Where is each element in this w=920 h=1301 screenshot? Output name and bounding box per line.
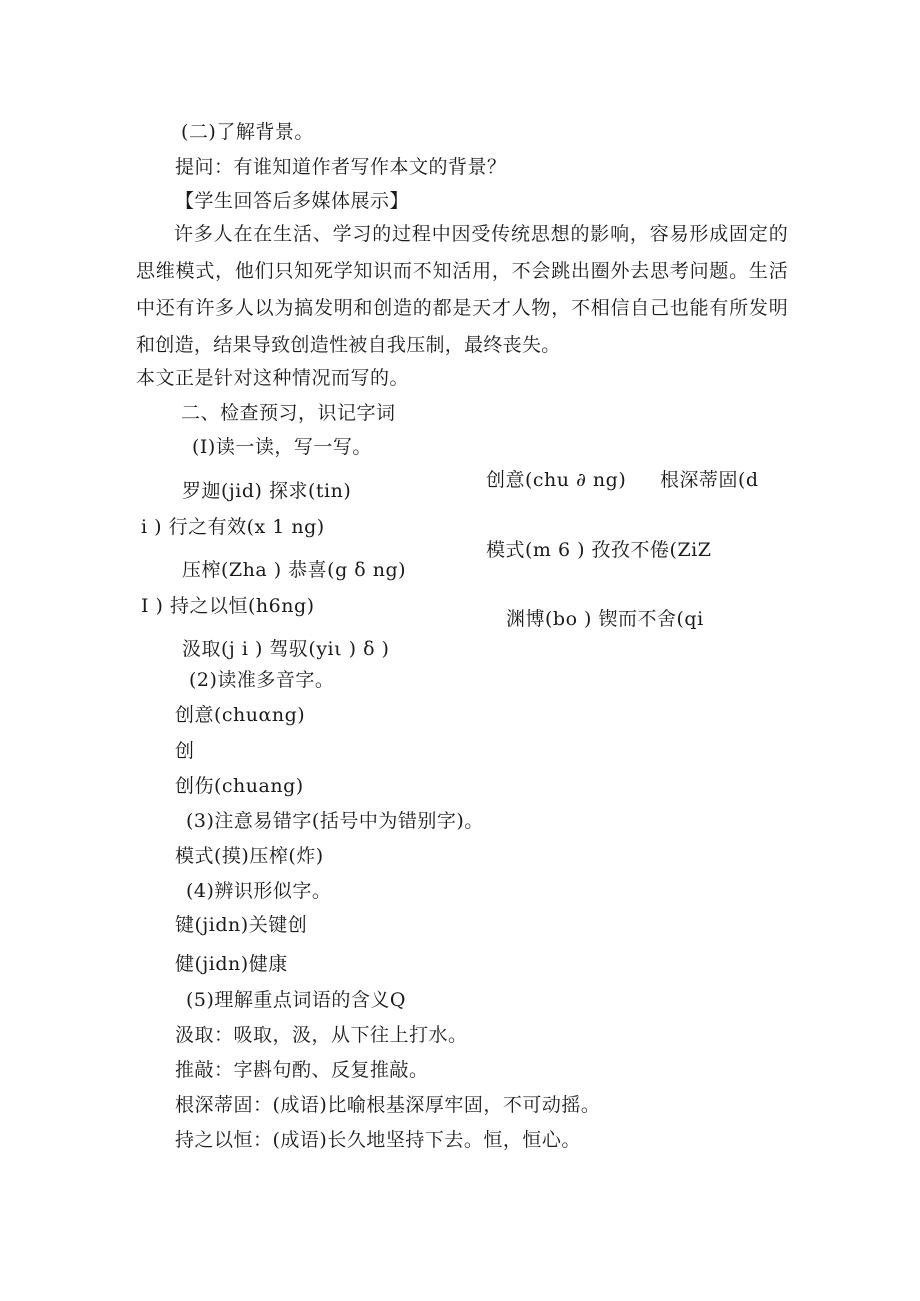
meaning-line: 持之以恒：(成语)长久地坚持下去。恒，恒心。 — [175, 1129, 581, 1151]
media-note: 【学生回答后多媒体展示】 — [175, 190, 410, 212]
meaning-line: 推敲：字斟句酌、反复推敲。 — [175, 1059, 429, 1081]
poly-line-3: 创伤(chuang) — [175, 775, 304, 797]
read-write-title: (I)读一读，写一写。 — [192, 436, 372, 458]
background-paragraph: 许多人在在生活、学习的过程中因受传统思想的影响，容易形成固定的思维模式，他们只知死学知识而不知活用，不会跳出圈外去思考问题。生活中还有许多人以为搞发明和创造的都是天才人物，不相信自己也能有所发明和创造，结果导致创造性被自我压制，最终丧失。 — [136, 223, 788, 356]
section-two-heading: 二、检查预习，识记字词 — [181, 402, 396, 424]
word-genshendigu: 根深蒂固(d — [660, 469, 759, 491]
similar-line-2: 健(jidn)健康 — [175, 953, 288, 975]
polyphonic-title: (2)读准多音字。 — [189, 669, 335, 691]
meaning-title: (5)理解重点词语的含义Q — [186, 989, 406, 1011]
word-xingzhiyouxiao: i ) 行之有效(x 1 ng) — [141, 516, 325, 538]
question-line: 提问：有谁知道作者写作本文的背景？ — [175, 156, 507, 178]
word-moshi: 模式(m 6 ) 孜孜不倦(ZiZ — [486, 539, 712, 561]
word-yazha: 压榨(Zha ) 恭喜(g δ ng) — [182, 559, 407, 581]
similar-line-1: 键(jidn)关键创 — [175, 914, 308, 936]
typo-title: (3)注意易错字(括号中为错别字)。 — [186, 810, 484, 832]
meaning-line: 根深蒂固：(成语)比喻根基深厚牢固，不可动摇。 — [175, 1094, 601, 1116]
word-yuanbo: 渊博(bo ) 锲而不舍(qi — [506, 608, 704, 630]
word-chuangyi: 创意(chu ∂ ng) — [486, 469, 627, 491]
poly-line-2: 创 — [175, 740, 195, 762]
background-tail: 本文正是针对这种情况而写的。 — [136, 367, 410, 389]
word-jiqu: 汲取(j i ) 驾驭(yiι ) δ ) — [182, 638, 390, 660]
word-chizhiyiheng: I ) 持之以恒(h6ng) — [141, 595, 315, 617]
meaning-line: 汲取：吸取，汲，从下往上打水。 — [175, 1024, 468, 1046]
word-luojia: 罗迦(jid) 探求(tin) — [182, 480, 352, 502]
section-intro: (二)了解背景。 — [181, 121, 314, 143]
typo-line: 模式(摸)压榨(炸) — [175, 845, 324, 867]
similar-title: (4)辨识形似字。 — [186, 880, 332, 902]
poly-line-1: 创意(chuαng) — [175, 704, 306, 726]
